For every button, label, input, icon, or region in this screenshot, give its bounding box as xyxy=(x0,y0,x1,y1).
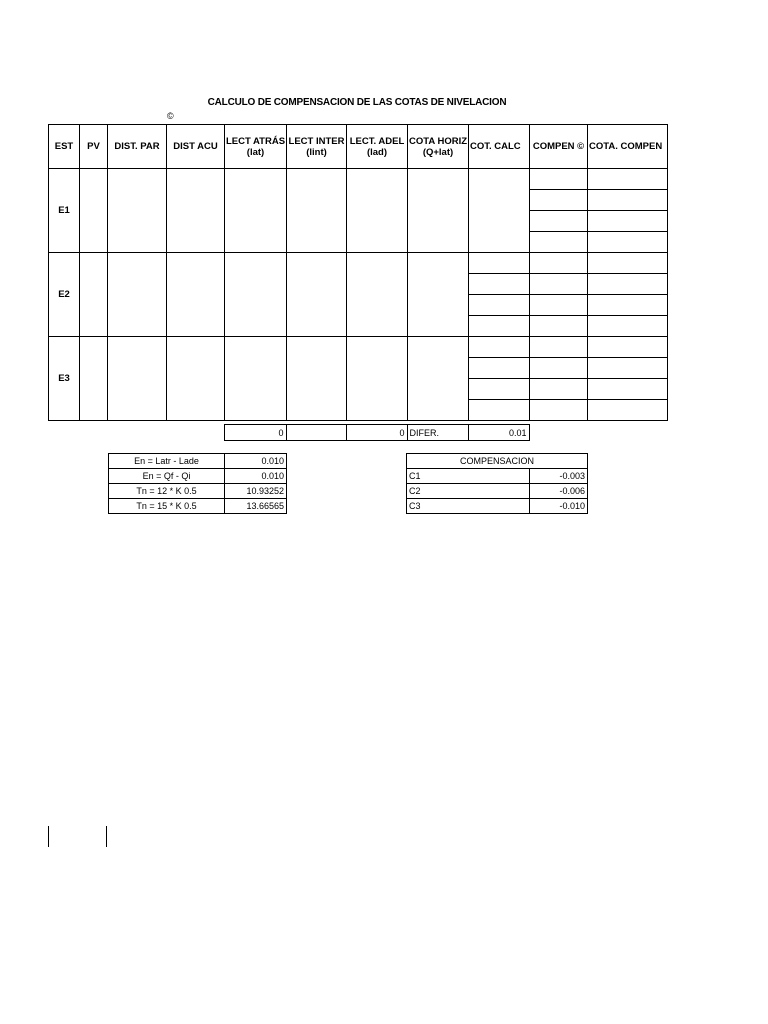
equation-label: En = Qf - Qi xyxy=(109,469,225,484)
cell-compen[interactable] xyxy=(530,400,588,421)
cell-cot-calc[interactable] xyxy=(469,274,530,295)
cell-cota-compen[interactable] xyxy=(588,358,668,379)
header-cota-horiz xyxy=(408,125,469,169)
table-row xyxy=(407,469,588,484)
equations-table xyxy=(108,453,287,514)
cell-lect-atras[interactable] xyxy=(225,253,287,337)
cell-cota-compen[interactable] xyxy=(588,169,668,190)
header-lect-inter-line2: (lint) xyxy=(306,146,327,158)
compensation-table xyxy=(406,453,588,514)
compensation-title: COMPENSACION xyxy=(407,454,588,469)
header-lect-atras-line2: (lat) xyxy=(246,146,265,158)
difer-label: DIFER. xyxy=(407,425,468,441)
table-row xyxy=(407,484,588,499)
lect-adel-total[interactable]: 0 xyxy=(346,425,407,441)
cell-cot-calc[interactable] xyxy=(469,295,530,316)
cell-dist-par[interactable] xyxy=(108,253,167,337)
cell-cota-compen[interactable] xyxy=(588,232,668,253)
cell-dist-acu[interactable] xyxy=(167,337,225,421)
cell-cot-calc[interactable] xyxy=(469,379,530,400)
header-lect-atras xyxy=(225,125,287,169)
cell-compen[interactable] xyxy=(530,211,588,232)
cell-compen[interactable] xyxy=(530,232,588,253)
leveling-table xyxy=(48,124,668,421)
cell-lect-inter[interactable] xyxy=(287,169,347,253)
header-cota-horiz-line1: COTA HORIZ xyxy=(408,135,468,147)
cell-cota-compen[interactable] xyxy=(588,379,668,400)
cell-dist-par[interactable] xyxy=(108,169,167,253)
cell-cota-compen[interactable] xyxy=(588,337,668,358)
cell-lect-adel[interactable] xyxy=(347,253,408,337)
table-row xyxy=(49,337,668,358)
station-label-e1: E1 xyxy=(49,169,80,253)
cell-pv[interactable] xyxy=(80,253,108,337)
cell-cota-compen[interactable] xyxy=(588,400,668,421)
equation-label: En = Latr - Lade xyxy=(109,454,225,469)
cell-dist-par[interactable] xyxy=(108,337,167,421)
cell-cota-horiz[interactable] xyxy=(408,253,469,337)
cell-cota-compen[interactable] xyxy=(588,274,668,295)
cell-compen[interactable] xyxy=(530,358,588,379)
table-row xyxy=(49,169,668,190)
cell-cot-calc[interactable] xyxy=(469,337,530,358)
equation-value[interactable]: 13.66565 xyxy=(225,499,287,514)
compensation-header-row xyxy=(407,454,588,469)
station-label-e3: E3 xyxy=(49,337,80,421)
cell-border-right xyxy=(106,826,107,847)
cell-compen[interactable] xyxy=(530,190,588,211)
cell-compen[interactable] xyxy=(530,337,588,358)
cell-dist-acu[interactable] xyxy=(167,253,225,337)
cell-cota-compen[interactable] xyxy=(588,211,668,232)
compensation-label: C1 xyxy=(407,469,530,484)
table-row xyxy=(109,484,287,499)
header-pv: PV xyxy=(80,125,108,169)
cell-dist-acu[interactable] xyxy=(167,169,225,253)
lect-inter-total[interactable] xyxy=(286,425,346,441)
cell-cot-calc[interactable] xyxy=(469,358,530,379)
totals-row xyxy=(48,424,530,441)
cell-cota-compen[interactable] xyxy=(588,253,668,274)
compensation-value[interactable]: -0.006 xyxy=(530,484,588,499)
cell-cot-calc[interactable] xyxy=(469,253,530,274)
cell-compen[interactable] xyxy=(530,316,588,337)
table-row xyxy=(109,499,287,514)
compensation-value[interactable]: -0.003 xyxy=(530,469,588,484)
cell-cot-calc[interactable] xyxy=(469,169,530,253)
cell-cota-horiz[interactable] xyxy=(408,337,469,421)
header-cota-horiz-line2: (Q+lat) xyxy=(422,146,454,158)
cell-lect-adel[interactable] xyxy=(347,169,408,253)
compensation-label: C2 xyxy=(407,484,530,499)
header-cot-calc: COT. CALC xyxy=(469,125,530,169)
header-lect-inter xyxy=(287,125,347,169)
cell-lect-atras[interactable] xyxy=(225,169,287,253)
difer-value[interactable]: 0.01 xyxy=(468,425,529,441)
cell-compen[interactable] xyxy=(530,295,588,316)
cell-cota-compen[interactable] xyxy=(588,190,668,211)
cell-cot-calc[interactable] xyxy=(469,316,530,337)
header-lect-adel-line1: LECT. ADEL xyxy=(349,135,405,147)
cell-compen[interactable] xyxy=(530,169,588,190)
equation-label: Tn = 12 * K 0.5 xyxy=(109,484,225,499)
cell-compen[interactable] xyxy=(530,379,588,400)
station-label-e2: E2 xyxy=(49,253,80,337)
table-row xyxy=(109,454,287,469)
table-row xyxy=(109,469,287,484)
equation-value[interactable]: 0.010 xyxy=(225,454,287,469)
cell-border-left xyxy=(48,826,49,847)
cell-cota-compen[interactable] xyxy=(588,295,668,316)
cell-lect-atras[interactable] xyxy=(225,337,287,421)
compensation-value[interactable]: -0.010 xyxy=(530,499,588,514)
cell-pv[interactable] xyxy=(80,169,108,253)
cell-lect-inter[interactable] xyxy=(287,253,347,337)
header-lect-adel-line2: (lad) xyxy=(366,146,388,158)
table-header-row xyxy=(49,125,668,169)
header-dist-acu: DIST ACU xyxy=(167,125,225,169)
header-lect-adel xyxy=(347,125,408,169)
header-lect-atras-line1: LECT ATRÁS xyxy=(225,135,286,147)
header-dist-par: DIST. PAR xyxy=(108,125,167,169)
page-title: CALCULO DE COMPENSACION DE LAS COTAS DE NIVELACION xyxy=(207,97,507,108)
lect-atras-total[interactable]: 0 xyxy=(224,425,286,441)
cell-lect-adel[interactable] xyxy=(347,337,408,421)
header-est: EST xyxy=(49,125,80,169)
cell-lect-inter[interactable] xyxy=(287,337,347,421)
header-cota-compen: COTA. COMPEN xyxy=(588,125,668,169)
cell-cota-compen[interactable] xyxy=(588,316,668,337)
table-row xyxy=(407,499,588,514)
cell-cot-calc[interactable] xyxy=(469,400,530,421)
cell-cota-horiz[interactable] xyxy=(408,169,469,253)
totals-spacer xyxy=(48,425,224,441)
cell-compen[interactable] xyxy=(530,253,588,274)
header-lect-inter-line1: LECT INTER xyxy=(288,135,345,147)
header-compen: COMPEN © xyxy=(530,125,588,169)
compensation-label: C3 xyxy=(407,499,530,514)
cell-pv[interactable] xyxy=(80,337,108,421)
equation-value[interactable]: 10.93252 xyxy=(225,484,287,499)
cell-compen[interactable] xyxy=(530,274,588,295)
table-row xyxy=(49,253,668,274)
equation-label: Tn = 15 * K 0.5 xyxy=(109,499,225,514)
equation-value[interactable]: 0.010 xyxy=(225,469,287,484)
copyright-symbol: © xyxy=(167,111,174,121)
